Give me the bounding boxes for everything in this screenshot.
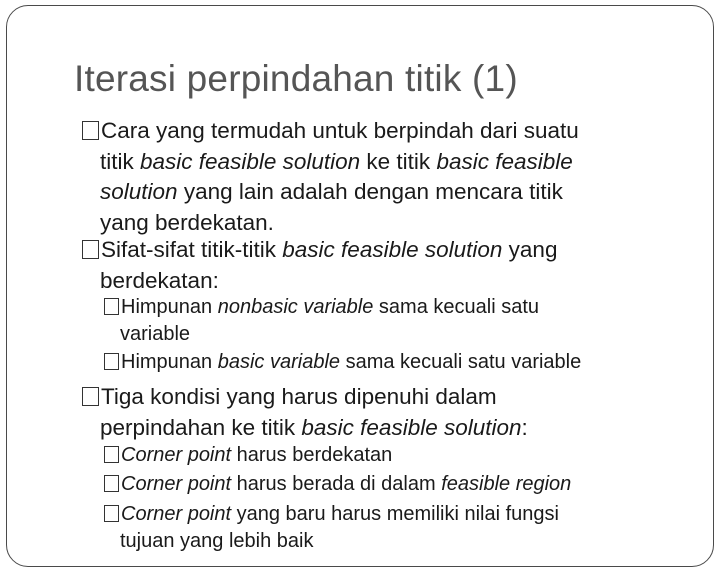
text-segment: sama kecuali satu variable xyxy=(340,351,582,373)
italic-term: basic feasible solution xyxy=(140,148,361,174)
italic-term: basic feasible solution xyxy=(282,237,503,262)
bullet-box-icon xyxy=(82,121,99,140)
italic-term: basic variable xyxy=(217,351,341,373)
bullet-line xyxy=(104,444,392,466)
bullet-line xyxy=(104,503,559,525)
bullet-line xyxy=(82,118,579,143)
text-segment: yang baru harus memiliki nilai fungsi xyxy=(231,503,559,525)
bullet-line xyxy=(82,237,557,262)
text-segment: variable xyxy=(120,323,191,345)
italic-term: feasible region xyxy=(441,473,572,495)
italic-term: Corner point xyxy=(121,503,232,525)
text-segment: perpindahan ke titik xyxy=(100,414,302,440)
text-segment: Himpunan xyxy=(121,351,218,373)
bullet-item-cara xyxy=(82,116,579,238)
text-segment: : xyxy=(521,414,528,440)
sub-bullet-corner-fungsi-tujuan xyxy=(104,501,559,555)
bullet-line xyxy=(104,351,581,373)
bullet-box-icon xyxy=(82,387,99,406)
bullet-box-icon xyxy=(104,505,119,522)
text-segment: Sifat-sifat titik-titik xyxy=(101,237,283,262)
slide-title: Iterasi perpindahan titik (1) xyxy=(74,58,518,99)
bullet-box-icon xyxy=(82,240,99,259)
sub-bullet-basic xyxy=(104,349,581,376)
text-segment: sama kecuali satu xyxy=(373,296,540,318)
text-segment: harus berdekatan xyxy=(231,444,393,466)
bullet-item-tiga-kondisi xyxy=(82,382,528,443)
bullet-line xyxy=(82,266,557,297)
bullet-line xyxy=(82,384,497,409)
text-segment: Cara yang termudah untuk berpindah dari suatu xyxy=(101,118,579,143)
italic-term: Corner point xyxy=(121,473,232,495)
sub-bullet-corner-feasible-region xyxy=(104,471,571,498)
sub-bullet-nonbasic xyxy=(104,294,539,348)
bullet-line xyxy=(104,528,559,555)
italic-term: basic feasible solution xyxy=(301,414,522,440)
text-segment: ke titik xyxy=(360,148,437,174)
bullet-item-sifat xyxy=(82,235,557,296)
bullet-line xyxy=(82,147,579,178)
italic-term: solution xyxy=(100,179,178,204)
bullet-line xyxy=(82,413,528,444)
text-segment: titik xyxy=(100,148,141,174)
text-segment: Tiga kondisi yang harus dipenuhi dalam xyxy=(101,384,497,409)
bullet-box-icon xyxy=(104,475,119,492)
bullet-box-icon xyxy=(104,446,119,463)
text-segment: yang xyxy=(502,237,558,262)
text-segment: tujuan yang lebih baik xyxy=(120,530,314,552)
bullet-box-icon xyxy=(104,298,119,315)
text-segment: yang berdekatan. xyxy=(100,209,274,235)
italic-term: Corner point xyxy=(121,444,232,466)
bullet-line xyxy=(104,296,539,318)
bullet-line xyxy=(82,208,579,239)
bullet-line xyxy=(82,177,579,208)
sub-bullet-corner-berdekatan xyxy=(104,442,392,469)
text-segment: harus berada di dalam xyxy=(231,473,442,495)
italic-term: nonbasic variable xyxy=(217,296,374,318)
text-segment: Himpunan xyxy=(121,296,218,318)
text-segment: berdekatan: xyxy=(100,267,219,293)
bullet-line xyxy=(104,473,571,495)
text-segment: yang lain adalah dengan mencara titik xyxy=(177,179,563,204)
italic-term: basic feasible xyxy=(436,148,573,174)
bullet-line xyxy=(104,321,539,348)
bullet-box-icon xyxy=(104,353,119,370)
